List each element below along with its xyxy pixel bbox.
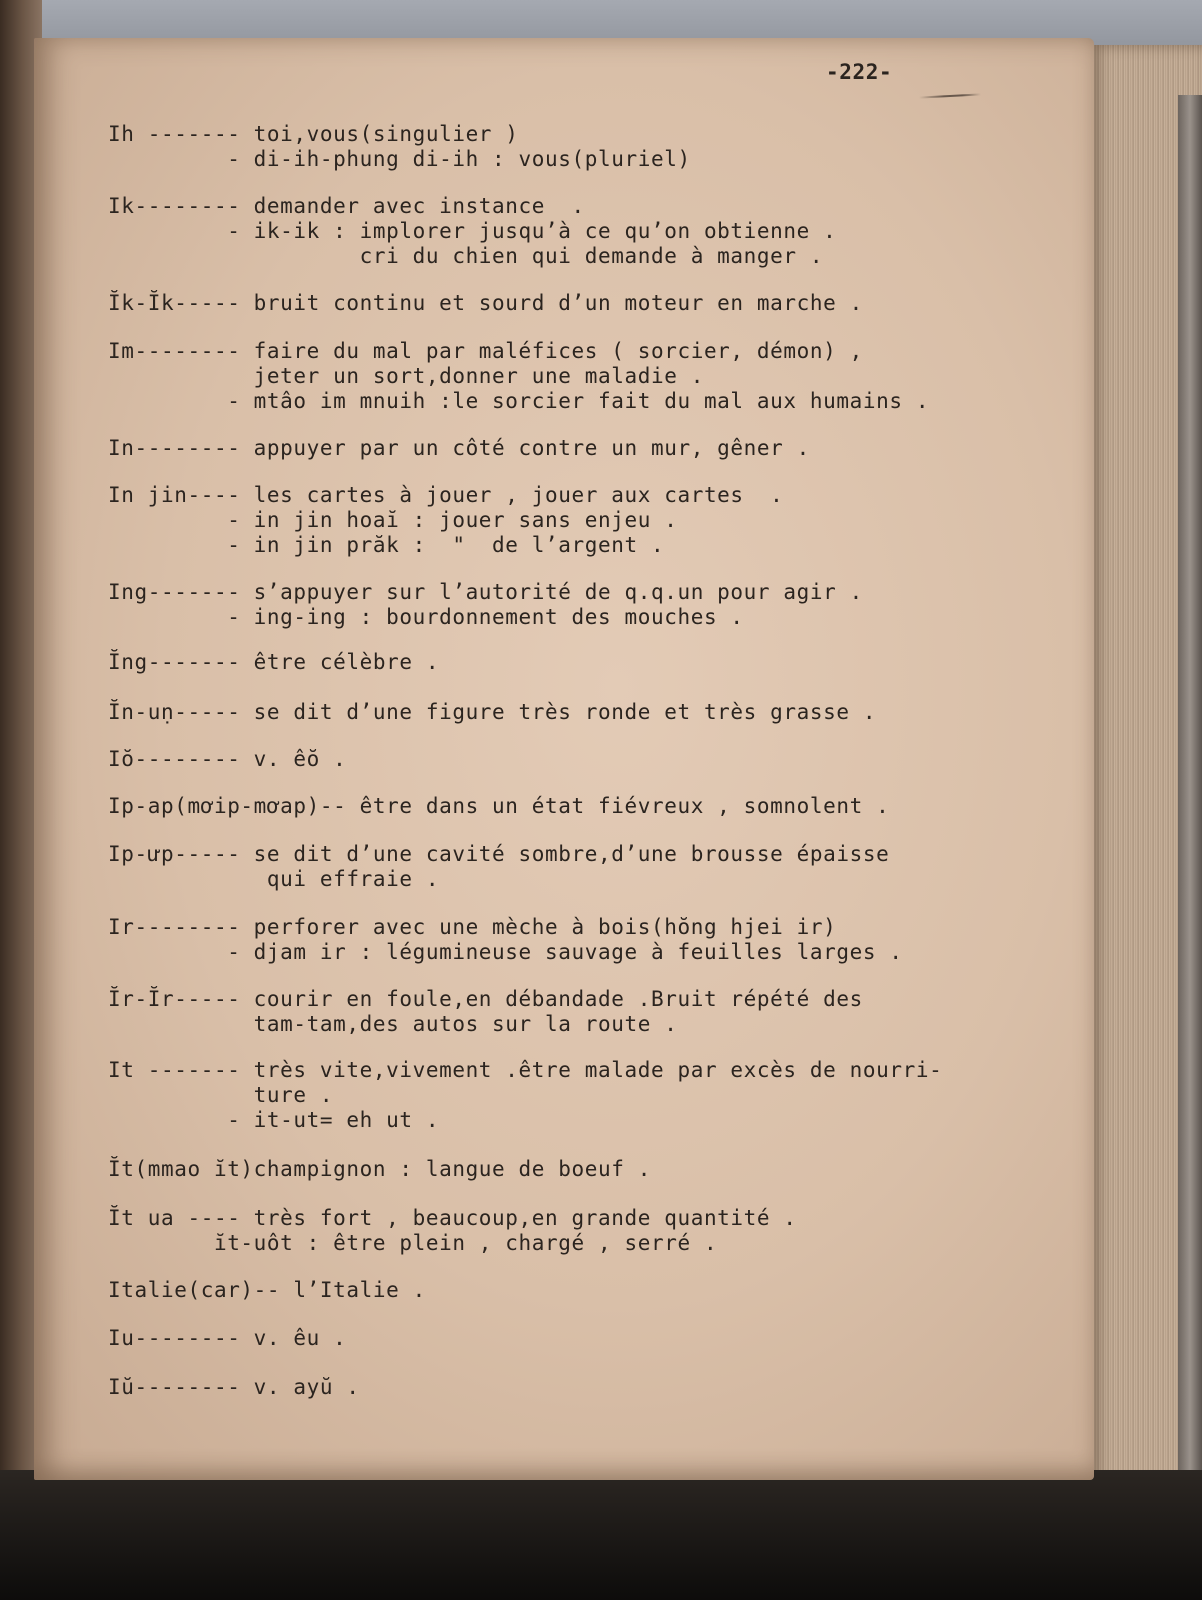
entry-line: cri du chien qui demande à manger . — [108, 244, 824, 268]
entry-line: In-------- appuyer par un côté contre un mur, gêner . — [108, 436, 810, 460]
entry-line: It ------- très vite,vivement .être malade par excès de nourri- — [108, 1058, 943, 1082]
entry-line: Ik-------- demander avec instance . — [108, 194, 585, 218]
entry-line: Italie(car)-- l’Italie . — [108, 1278, 426, 1302]
page-number: -222- — [826, 60, 893, 84]
bottom-shadow — [0, 1470, 1202, 1600]
entry-line: Iu-------- v. êu . — [108, 1326, 347, 1350]
entry-line: - djam ir : légumineuse sauvage à feuilles larges . — [108, 940, 903, 964]
entry-line: Ĭng------- être célèbre . — [108, 650, 440, 674]
entry-line: In jin---- les cartes à jouer , jouer aux cartes . — [108, 483, 784, 507]
entry-line: Ip-ưp----- se dit d’une cavité sombre,d’une brousse épaisse — [108, 842, 890, 866]
entry-line: - in jin prăk : " de l’argent . — [108, 533, 665, 557]
entry-line: Ĭk-Ĭk----- bruit continu et sourd d’un moteur en marche . — [108, 291, 863, 315]
entry-line: Im-------- faire du mal par maléfices ( sorcier, démon) , — [108, 339, 863, 363]
entry-line: - ing-ing : bourdonnement des mouches . — [108, 605, 744, 629]
entry-line: tam-tam,des autos sur la route . — [108, 1012, 678, 1036]
entry-line: - mtâo im mnuih :le sorcier fait du mal aux humains . — [108, 389, 930, 413]
entry-line: jeter un sort,donner une maladie . — [108, 364, 704, 388]
entry-line: Ĭr-Ĭr----- courir en foule,en débandade .Bruit répété des — [108, 987, 863, 1011]
entry-line: - ik-ik : implorer jusqu’à ce qu’on obtienne . — [108, 219, 837, 243]
entry-line: Ĭt(mmao ĭt)champignon : langue de boeuf . — [108, 1157, 651, 1181]
entry-line: Iŭ-------- v. ayŭ . — [108, 1375, 360, 1399]
pencil-mark — [919, 93, 981, 98]
book-cover-edge — [1178, 95, 1202, 1480]
entry-line: qui effraie . — [108, 867, 440, 891]
entry-line: - in jin hoaĭ : jouer sans enjeu . — [108, 508, 678, 532]
entry-line: ture . — [108, 1083, 334, 1107]
entry-line: - di-ih-phung di-ih : vous(pluriel) — [108, 147, 691, 171]
entry-line: Ip-ap(mơip-mơap)-- être dans un état fiévreux , somnolent . — [108, 794, 890, 818]
entry-line: Ih ------- toi,vous(singulier ) — [108, 122, 519, 146]
entry-line: ĭt-uôt : être plein , chargé , serré . — [108, 1231, 718, 1255]
entry-line: Iŏ-------- v. êŏ . — [108, 747, 347, 771]
dictionary-page — [34, 38, 1094, 1480]
entry-line: - it-ut= eh ut . — [108, 1108, 440, 1132]
entry-line: Ĭt ua ---- très fort , beaucoup,en grande quantité . — [108, 1206, 797, 1230]
entry-line: Ir-------- perforer avec une mèche à bois(hŏng hjei ir) — [108, 915, 837, 939]
entry-line: Ĭn-uṇ----- se dit d’une figure très ronde et très grasse . — [108, 700, 877, 724]
entry-line: Ing------- s’appuyer sur l’autorité de q.q.un pour agir . — [108, 580, 863, 604]
